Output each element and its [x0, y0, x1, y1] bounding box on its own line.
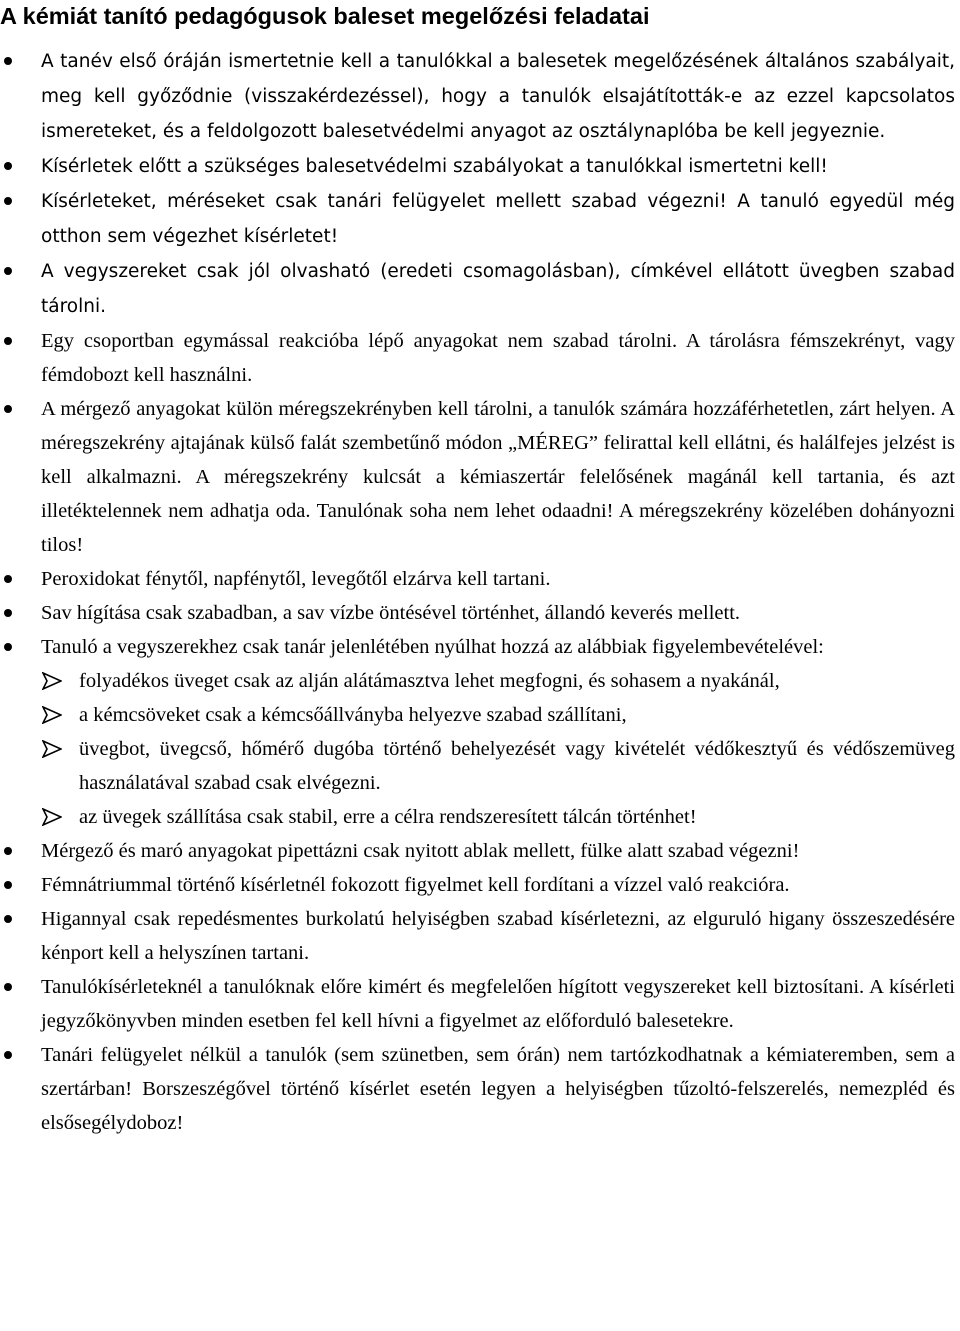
- list-item-text: Tanári felügyelet nélkül a tanulók (sem szünetben, sem órán) nem tartózkodhatnak a kémiateremben, sem a szertárban! Borszeszégővel történő kísérlet esetén legyen a helyiségben tűzoltó-felszerelés, nemezpléd és elsősegélydoboz!: [41, 1044, 955, 1134]
- arrowhead-bullet-icon: [42, 706, 62, 724]
- filled-circle-bullet-icon: [4, 643, 12, 651]
- filled-circle-bullet-icon: [4, 609, 12, 617]
- list-item: [0, 1038, 955, 1140]
- list-item-text: az üvegek szállítása csak stabil, erre a célra rendszeresített tálcán történhet!: [79, 806, 697, 828]
- list-item-text: A mérgező anyagokat külön méregszekrényben kell tárolni, a tanulók számára hozzáférhetetlen, zárt helyen. A méregszekrény ajtajának külső falát szembetűnő módon „MÉREG” felirattal kell ellátni, és halálfejes jelzést is kell alkalmazni. A méregszekrény kulcsát a kémiaszertár felelősének magánál kell tartania, és azt illetéktelennek nem adhatja oda. Tanulónak soha nem lehet odaadni! A méregszekrény közelében dohányozni tilos!: [41, 398, 955, 556]
- list-item-text: Fémnátriummal történő kísérletnél fokozott figyelmet kell fordítani a vízzel való reakcióra.: [41, 874, 790, 896]
- list-item: [0, 562, 955, 596]
- list-item: [0, 630, 955, 664]
- filled-circle-bullet-icon: [4, 915, 12, 923]
- filled-circle-bullet-icon: [4, 881, 12, 889]
- filled-circle-bullet-icon: [4, 983, 12, 991]
- list-item-text: Mérgező és maró anyagokat pipettázni csak nyitott ablak mellett, fülke alatt szabad végezni!: [41, 840, 800, 862]
- list-item: [0, 902, 955, 970]
- list-item: [0, 44, 955, 149]
- arrowhead-bullet-icon: [42, 672, 62, 690]
- filled-circle-bullet-icon: [4, 337, 12, 345]
- list-item-text: Tanulókísérleteknél a tanulóknak előre kimért és megfelelően hígított vegyszereket kell biztosítani. A kísérleti jegyzőkönyvben minden esetben fel kell hívni a figyelmet az előforduló balesetekre.: [41, 976, 955, 1032]
- list-item-text: Peroxidokat fénytől, napfénytől, levegőtől elzárva kell tartani.: [41, 568, 551, 590]
- sub-list-item: [0, 698, 955, 732]
- list-item: [0, 149, 955, 184]
- list-item: [0, 970, 955, 1038]
- list-item-text: a kémcsöveket csak a kémcsőállványba helyezve szabad szállítani,: [79, 704, 627, 726]
- list-item: [0, 254, 955, 324]
- list-item-text: üvegbot, üvegcső, hőmérő dugóba történő behelyezését vagy kivételét védőkesztyű és védőszemüveg használatával szabad csak elvégezni.: [79, 738, 955, 794]
- document-title: A kémiát tanító pedagógusok baleset megelőzési feladatai: [0, 3, 650, 29]
- list-item-text: Egy csoportban egymással reakcióba lépő anyagokat nem szabad tárolni. A tárolásra fémszekrényt, vagy fémdobozt kell használni.: [41, 330, 955, 386]
- list-item: [0, 596, 955, 630]
- filled-circle-bullet-icon: [4, 267, 12, 275]
- list-item-text: Sav hígítása csak szabadban, a sav vízbe öntésével történhet, állandó keverés mellett.: [41, 602, 741, 624]
- list-item-text: A vegyszereket csak jól olvasható (eredeti csomagolásban), címkével ellátott üvegben szabad tárolni.: [41, 261, 955, 317]
- list-item-text: folyadékos üveget csak az alján alátámasztva lehet megfogni, és sohasem a nyakánál,: [79, 670, 780, 692]
- list-item: [0, 324, 955, 392]
- filled-circle-bullet-icon: [4, 57, 12, 65]
- list-item-text: Kísérleteket, méréseket csak tanári felügyelet mellett szabad végezni! A tanuló egyedül még otthon sem végezhet kísérletet!: [41, 191, 955, 247]
- filled-circle-bullet-icon: [4, 405, 12, 413]
- list-item-text: Higannyal csak repedésmentes burkolatú helyiségben szabad kísérletezni, az elguruló higany összeszedésére kénport kell a helyszínen tartani.: [41, 908, 955, 964]
- list-item-text: Tanuló a vegyszerekhez csak tanár jelenlétében nyúlhat hozzá az alábbiak figyelembevételével:: [41, 636, 824, 658]
- filled-circle-bullet-icon: [4, 1051, 12, 1059]
- list-item: [0, 834, 955, 868]
- arrowhead-bullet-icon: [42, 808, 62, 826]
- filled-circle-bullet-icon: [4, 197, 12, 205]
- filled-circle-bullet-icon: [4, 575, 12, 583]
- list-item-text: Kísérletek előtt a szükséges balesetvédelmi szabályokat a tanulókkal ismertetni kell!: [41, 156, 828, 177]
- sub-list-item: [0, 664, 955, 698]
- list-item: [0, 392, 955, 562]
- list-item: [0, 868, 955, 902]
- safety-rules-list: [0, 44, 955, 1140]
- sub-list-item: [0, 732, 955, 800]
- filled-circle-bullet-icon: [4, 847, 12, 855]
- arrowhead-bullet-icon: [42, 740, 62, 758]
- list-item: [0, 184, 955, 254]
- filled-circle-bullet-icon: [4, 162, 12, 170]
- sub-list-item: [0, 800, 955, 834]
- list-item-text: A tanév első óráján ismertetnie kell a tanulókkal a balesetek megelőzésének általános szabályait, meg kell győződnie (visszakérdezéssel), hogy a tanulók elsajátították-e az ezzel kapcsolatos ismereteket, és a feldolgozott balesetvédelmi anyagot az osztálynaplóba be kell jegyeznie.: [41, 51, 955, 142]
